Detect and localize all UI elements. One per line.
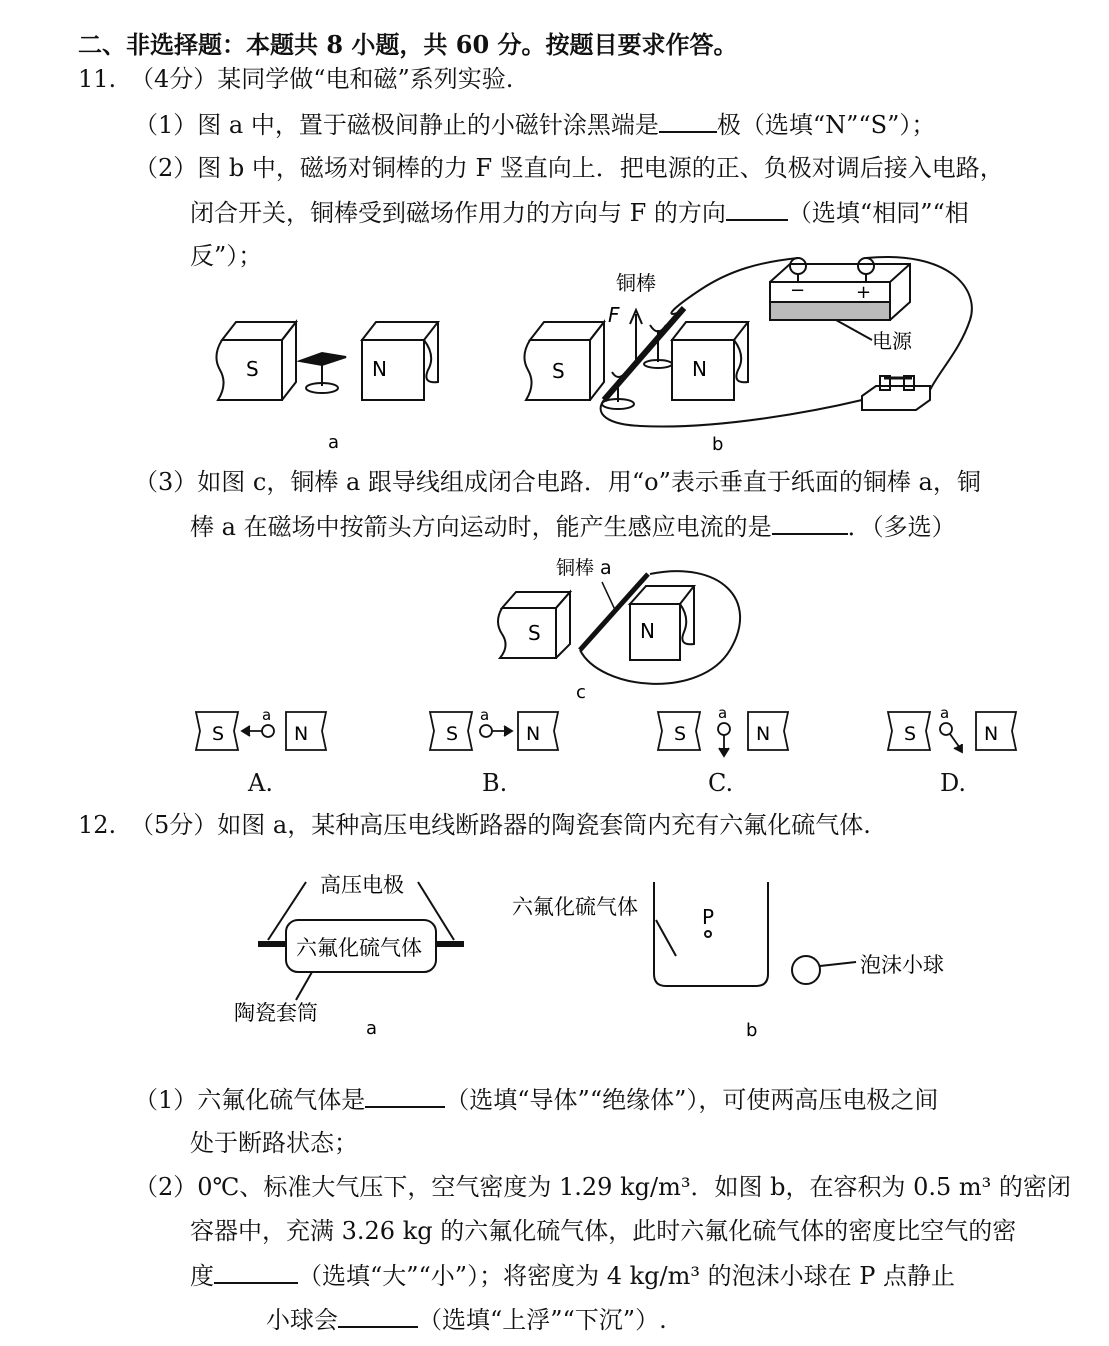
fig-b-plus-label: + (856, 282, 872, 303)
q12-part2-line4 (266, 1304, 667, 1335)
q11-part1-text-a: （1）图 a 中，置于磁极间静止的小磁针涂黑端是 (134, 111, 659, 139)
fig-b-source-label: 电源 (872, 329, 912, 353)
fig-c-pole-n-label: N (640, 619, 655, 643)
q12-part2-line2: 容器中，充满 3.26 kg 的六氟化硫气体，此时六氟化硫气体的密度比空气的密 (190, 1217, 1017, 1245)
q11-part1-text-b: 极（选填“N”“S”）； (716, 111, 936, 139)
option-c-label[interactable]: C. (708, 769, 734, 797)
fig12a-electrode-label: 高压电极 (320, 873, 404, 897)
option-c-rod-label: a (718, 704, 728, 722)
option-c-pole-s: S (674, 723, 687, 745)
q11-number: 11. (78, 65, 117, 93)
fig12b-caption: b (746, 1020, 758, 1041)
fig-c-pole-s-label: S (528, 621, 541, 645)
q11-part2-text-a: 闭合开关，铜棒受到磁场作用力的方向与 F 的方向 (190, 199, 726, 227)
option-a-rod-label: a (262, 706, 272, 724)
fig-c-rod-label: 铜棒 a (556, 557, 612, 579)
q12-part2-blank1[interactable] (214, 1260, 298, 1284)
q12-part1-text-b: （选填“导体”“绝缘体”），可使两高压电极之间 (445, 1086, 939, 1114)
fig-b-pole-s-label: S (552, 359, 565, 383)
q11-part3-text-a: 棒 a 在磁场中按箭头方向运动时，能产生感应电流的是 (190, 513, 772, 541)
option-b-pole-n: N (526, 723, 541, 745)
q12-part2-blank2[interactable] (338, 1304, 418, 1328)
option-d-pole-s: S (904, 723, 917, 745)
fig12b-point-p (705, 931, 711, 937)
q12-part2-text-b: （选填“大”“小”）；将密度为 4 kg/m³ 的泡沫小球在 P 点静止 (298, 1262, 956, 1290)
q11-part2-line1: （2）图 b 中，磁场对铜棒的力 F 竖直向上．把电源的正、负极对调后接入电路， (134, 154, 1004, 182)
fig-c-caption: c (576, 682, 586, 703)
section-title: 二、非选择题：本题共 8 小题，共 60 分。按题目要求作答。 (78, 30, 738, 59)
q12-part2-line3 (190, 1260, 955, 1291)
fig-a-pole-s-label: S (246, 357, 259, 381)
fig12b-p-label: P (702, 905, 715, 929)
q12-part2-text-d: （选填“上浮”“下沉”）. (418, 1306, 667, 1334)
fig12b-foam-ball-icon (792, 956, 820, 984)
option-d-rod-label: a (940, 704, 950, 722)
q12-number: 12. (78, 811, 117, 839)
fig12a-gas-label: 六氟化硫气体 (296, 936, 422, 960)
q12-part2-text-a: 度 (190, 1262, 214, 1290)
fig-b-pole-n-label: N (692, 357, 707, 381)
fig-a-pole-n-label: N (372, 357, 387, 381)
q11-part2-text-b: （选填“相同”“相 (787, 199, 969, 227)
fig-b-caption: b (712, 434, 724, 455)
fig12a-caption: a (366, 1018, 378, 1039)
fig12b-ball-label: 泡沫小球 (860, 953, 944, 977)
option-b-label[interactable]: B. (482, 769, 508, 797)
option-a-pole-n: N (294, 723, 309, 745)
q12-part1-line1 (134, 1084, 938, 1115)
q11-part3-line1: （3）如图 c，铜棒 a 跟导线组成闭合电路．用“o”表示垂直于纸面的铜棒 a，铜 (134, 468, 981, 496)
q12-part2-text-c: 小球会 (266, 1306, 338, 1334)
option-d-pole-n: N (984, 723, 999, 745)
option-a-pole-s: S (212, 723, 225, 745)
fig-a-caption: a (328, 432, 340, 453)
q12-part1-line2: 处于断路状态； (190, 1129, 358, 1157)
q12-stem: （5分）如图 a，某种高压电线断路器的陶瓷套筒内充有六氟化硫气体. (130, 811, 871, 839)
q12-part1-text-a: （1）六氟化硫气体是 (134, 1086, 366, 1114)
q11-stem: （4分）某同学做“电和磁”系列实验. (130, 65, 514, 93)
option-b-pole-s: S (446, 723, 459, 745)
option-d-label[interactable]: D. (940, 769, 967, 797)
fig12b-gas-label: 六氟化硫气体 (512, 895, 638, 919)
q12-part1-blank[interactable] (365, 1084, 445, 1108)
fig-b-minus-label: − (790, 280, 806, 301)
fig-b-force-label: F (608, 303, 620, 327)
q11-part3-text-b: ．（多选） (847, 513, 956, 541)
q11-part2-line3: 反”）； (190, 242, 263, 270)
q12-part2-line1: （2）0℃、标准大气压下，空气密度为 1.29 kg/m³．如图 b，在容积为 0.5 m³ 的密闭 (134, 1173, 1071, 1201)
fig-b-rod-label: 铜棒 (616, 271, 656, 295)
fig12a-sleeve-label: 陶瓷套筒 (234, 1001, 318, 1025)
option-c-pole-n: N (756, 723, 771, 745)
option-b-rod-label: a (480, 706, 490, 724)
option-a-label[interactable]: A. (248, 769, 273, 797)
